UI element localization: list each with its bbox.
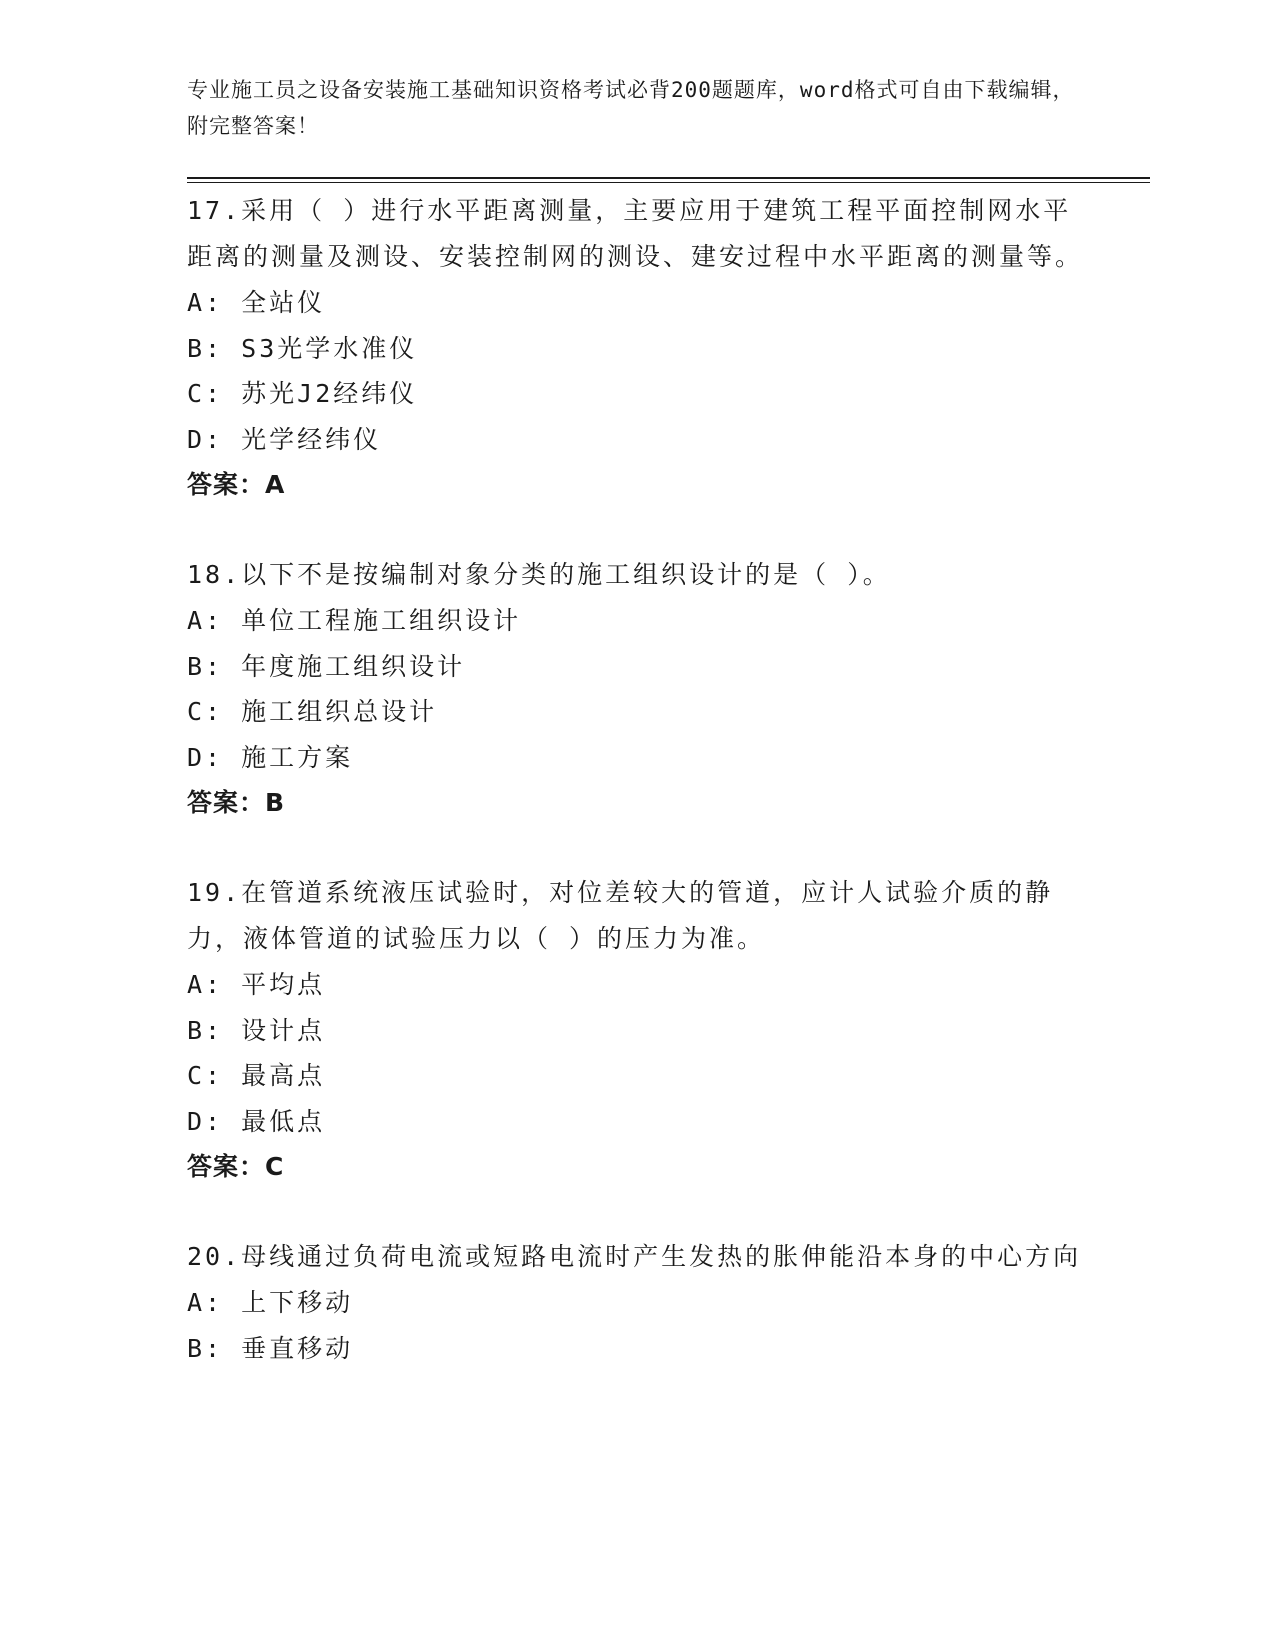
header-divider-thin <box>187 182 1150 183</box>
option-d: D: 施工方案 <box>187 742 354 772</box>
option-a: A: 平均点 <box>187 970 326 999</box>
header-divider-thick <box>187 177 1150 179</box>
option-a: A: 全站仪 <box>187 288 326 317</box>
question-17 <box>187 188 1087 508</box>
question-text: 18.以下不是按编制对象分类的施工组织设计的是（ ）。 <box>187 560 891 589</box>
option-a: A: 单位工程施工组织设计 <box>187 606 522 635</box>
answer-label: 答案：A <box>187 470 286 499</box>
option-b: B: S3光学水准仪 <box>187 333 418 363</box>
question-spacer <box>187 1190 1087 1234</box>
answer-label: 答案：C <box>187 1152 285 1181</box>
option-b: B: 设计点 <box>187 1015 326 1045</box>
document-header: 专业施工员之设备安装施工基础知识资格考试必背200题题库，word格式可自由下载编辑，附完整答案！ <box>187 78 1075 138</box>
option-b: B: 年度施工组织设计 <box>187 651 466 681</box>
answer-label: 答案：B <box>187 788 286 817</box>
option-c: C: 苏光J2经纬仪 <box>187 379 418 408</box>
question-18 <box>187 552 1087 826</box>
question-19 <box>187 870 1087 1190</box>
question-20 <box>187 1234 1087 1371</box>
option-d: D: 光学经纬仪 <box>187 424 382 454</box>
question-spacer <box>187 826 1087 870</box>
question-text: 17.采用（ ）进行水平距离测量，主要应用于建筑工程平面控制网水平距离的测量及测设、安装控制网的测设、建安过程中水平距离的测量等。 <box>187 196 1084 271</box>
option-c: C: 施工组织总设计 <box>187 697 438 726</box>
option-b: B: 垂直移动 <box>187 1333 354 1363</box>
option-d: D: 最低点 <box>187 1106 326 1136</box>
question-text: 20.母线通过负荷电流或短路电流时产生发热的胀伸能沿本身的中心方向 <box>187 1242 1082 1271</box>
option-a: A: 上下移动 <box>187 1288 354 1317</box>
option-c: C: 最高点 <box>187 1061 326 1090</box>
question-list <box>187 188 1087 1371</box>
question-text: 19.在管道系统液压试验时，对位差较大的管道，应计人试验介质的静力，液体管道的试验压力以（ ）的压力为准。 <box>187 878 1054 953</box>
question-spacer <box>187 508 1087 552</box>
